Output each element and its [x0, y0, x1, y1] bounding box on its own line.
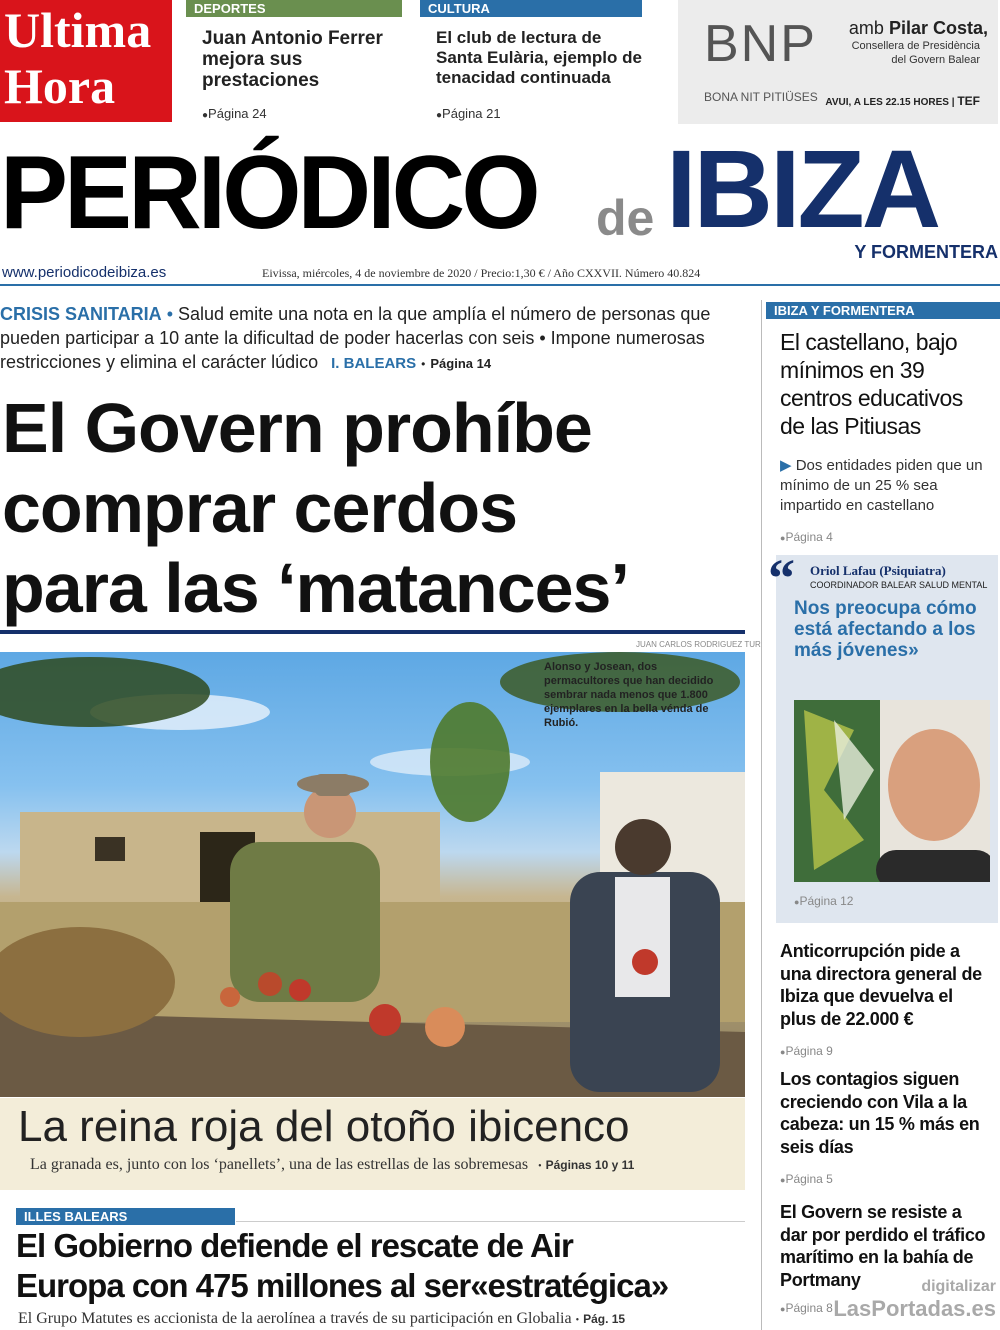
tv-ad-banner[interactable] — [678, 0, 998, 124]
lead-section: I. BALEARS — [331, 355, 417, 372]
sidebar-story-2[interactable] — [780, 940, 990, 1058]
bottom-summary: El Grupo Matutes es accionista de la aerolínea a través de su participación en Globalia • Pág. 15 — [18, 1310, 626, 1327]
teaser-deportes-page: ● Página 24 — [202, 106, 267, 121]
sidebar-story-2-title: Anticorrupción pide a una directora general de Ibiza que devuelva el plus de 22.000 € — [780, 941, 982, 1029]
bottom-headline-1: El Gobierno defiende el rescate de Air — [16, 1227, 573, 1264]
masthead-ibiza: IBIZA — [666, 128, 939, 251]
lead-photo[interactable] — [0, 652, 745, 1097]
ad-schedule — [825, 94, 980, 108]
bottom-headline-2: Europa con 475 millones al ser«estratégica» — [16, 1267, 669, 1304]
bottom-page: Pág. 15 — [583, 1312, 626, 1326]
sidebar-story-1[interactable] — [780, 328, 988, 544]
ad-channel: TEF — [957, 94, 980, 108]
teaser-deportes[interactable] — [186, 0, 406, 124]
sidebar-story-2-page: ● Página 9 — [780, 1044, 990, 1058]
photo-subtitle: La granada es, junto con los ‘panellets’, una de las estrellas de las sobremesas • Páginas 10 y 11 — [30, 1156, 635, 1173]
ad-role2: del Govern Balear — [891, 54, 980, 66]
photo-page: Páginas 10 y 11 — [545, 1158, 635, 1172]
interview-quote: Nos preocupa cómo está afectando a los más jóvenes» — [794, 598, 977, 661]
lead-kicker: CRISIS SANITARIA — [0, 304, 162, 324]
photo-title: La reina roja del otoño ibicenco — [18, 1102, 630, 1151]
masthead[interactable] — [0, 128, 1000, 262]
ad-role1: Consellera de Presidència — [851, 40, 980, 52]
sidebar-story-3[interactable] — [780, 1068, 990, 1186]
lead-summary-text: Salud emite una nota en la que amplía el número de personas que pueden participar a 10 ante la dificultad de poder hacerlas con seis • Impone numerosas restricciones y elimina el carácter lúdico — [0, 304, 711, 372]
bnp-logo: BNP — [704, 15, 817, 73]
interview-box[interactable] — [768, 548, 998, 923]
sidebar-story-1-summary — [780, 456, 988, 516]
ultima-hora-line2: Hora — [4, 58, 116, 114]
bottom-headline[interactable] — [16, 1226, 746, 1306]
lead-headline[interactable] — [2, 388, 747, 628]
sidebar-story-3-page: ● Página 5 — [780, 1172, 990, 1186]
interviewee-photo — [794, 700, 990, 882]
photo-caption: Alonso y Josean, dos permacultores que han decidido sembrar nada menos que 1.800 ejemplares en la bella vénda de Rubió. — [544, 661, 714, 729]
teaser-deportes-title: Juan Antonio Ferrer mejora sus prestaciones — [202, 28, 383, 91]
teaser-cultura[interactable] — [420, 0, 650, 124]
lead-headline-1: El Govern prohíbe — [2, 389, 592, 467]
masthead-de: de — [596, 190, 655, 246]
interview-page: ● Página 12 — [794, 894, 853, 908]
bottom-tag-rule — [236, 1221, 745, 1222]
teaser-cultura-title: El club de lectura de Santa Eulària, ejemplo de tenacidad continuada — [436, 28, 642, 87]
quote-icon: “ — [768, 548, 795, 608]
triangle-bullet-icon: ▶ — [780, 457, 792, 474]
lead-summary: CRISIS SANITARIA • Salud emite una nota en la que amplía el número de personas que pueden participar a 10 ante la dificultad de poder hacerlas con seis • Impone numerosas restricciones y elimina el carácter lúdico I. BALEARS • Página 14 — [0, 304, 711, 372]
sidebar-story-1-page: ● Página 4 — [780, 530, 988, 544]
sidebar-divider — [761, 300, 762, 1330]
dateline: Eivissa, miércoles, 4 de noviembre de 2020 / Precio:1,30 € / Año CXXVII. Número 40.824 — [262, 266, 701, 280]
sidebar-story-4-title: El Govern se resiste a dar por perdido el tráfico marítimo en la bahía de Portmany — [780, 1202, 986, 1290]
ultima-hora-logo — [0, 0, 172, 122]
sidebar-tag: IBIZA Y FORMENTERA — [766, 302, 1000, 319]
interview-name: Oriol Lafau (Psiquiatra) — [810, 563, 946, 578]
bnp-logo-sub: BONA NIT PITIÜSES — [704, 90, 818, 104]
bottom-summary-text: El Grupo Matutes es accionista de la aerolínea a través de su participación en Globalia — [18, 1310, 572, 1327]
lead-headline-2: comprar cerdos — [2, 469, 518, 547]
sidebar-story-4-page: ● Página 8 — [780, 1301, 990, 1315]
masthead-rule — [0, 284, 1000, 286]
lead-headline-3: para las ‘matances’ — [2, 549, 629, 627]
watermark-line2: LasPortadas.es — [833, 1296, 996, 1321]
interview-role: COORDINADOR BALEAR SALUD MENTAL — [810, 580, 988, 590]
sidebar-story-1-title: El castellano, bajo mínimos en 39 centros educativos de las Pitiusas — [780, 329, 963, 439]
bottom-tag: ILLES BALEARS — [16, 1208, 235, 1225]
ad-schedule-text: AVUI, A LES 22.15 HORES | — [825, 97, 955, 108]
sidebar-story-1-summary-text: Dos entidades piden que un mínimo de un 25 % sea impartido en castellano — [780, 457, 983, 514]
photo-title-box[interactable] — [0, 1098, 745, 1190]
teaser-cultura-tag: CULTURA — [420, 0, 642, 17]
teaser-cultura-page: ● Página 21 — [436, 106, 501, 121]
lead-page: Página 14 — [430, 356, 492, 371]
watermark-line1: digitalizar — [921, 1278, 996, 1295]
watermark — [800, 1276, 996, 1320]
masthead-sub: Y FORMENTERA — [854, 242, 998, 262]
interviewee-photo-art — [794, 700, 990, 882]
teaser-deportes-tag: DEPORTES — [186, 0, 402, 17]
sidebar-story-3-title: Los contagios siguen creciendo con Vila a la cabeza: un 15 % más en seis días — [780, 1069, 980, 1157]
masthead-periodico: PERIÓDICO — [0, 135, 537, 251]
lead-rule — [0, 630, 745, 634]
photo-credit: JUAN CARLOS RODRIGUEZ TUR — [636, 640, 761, 649]
photo-subtitle-text: La granada es, junto con los ‘panellets’, una de las estrellas de las sobremesas — [30, 1156, 529, 1173]
ad-guest-name: Pilar Costa, — [888, 18, 988, 38]
ultima-hora-line1: Ultima — [4, 2, 152, 58]
ad-guest-prefix: amb — [848, 18, 889, 38]
site-url[interactable]: www.periodicodeibiza.es — [2, 264, 167, 281]
ad-guest — [849, 18, 988, 39]
